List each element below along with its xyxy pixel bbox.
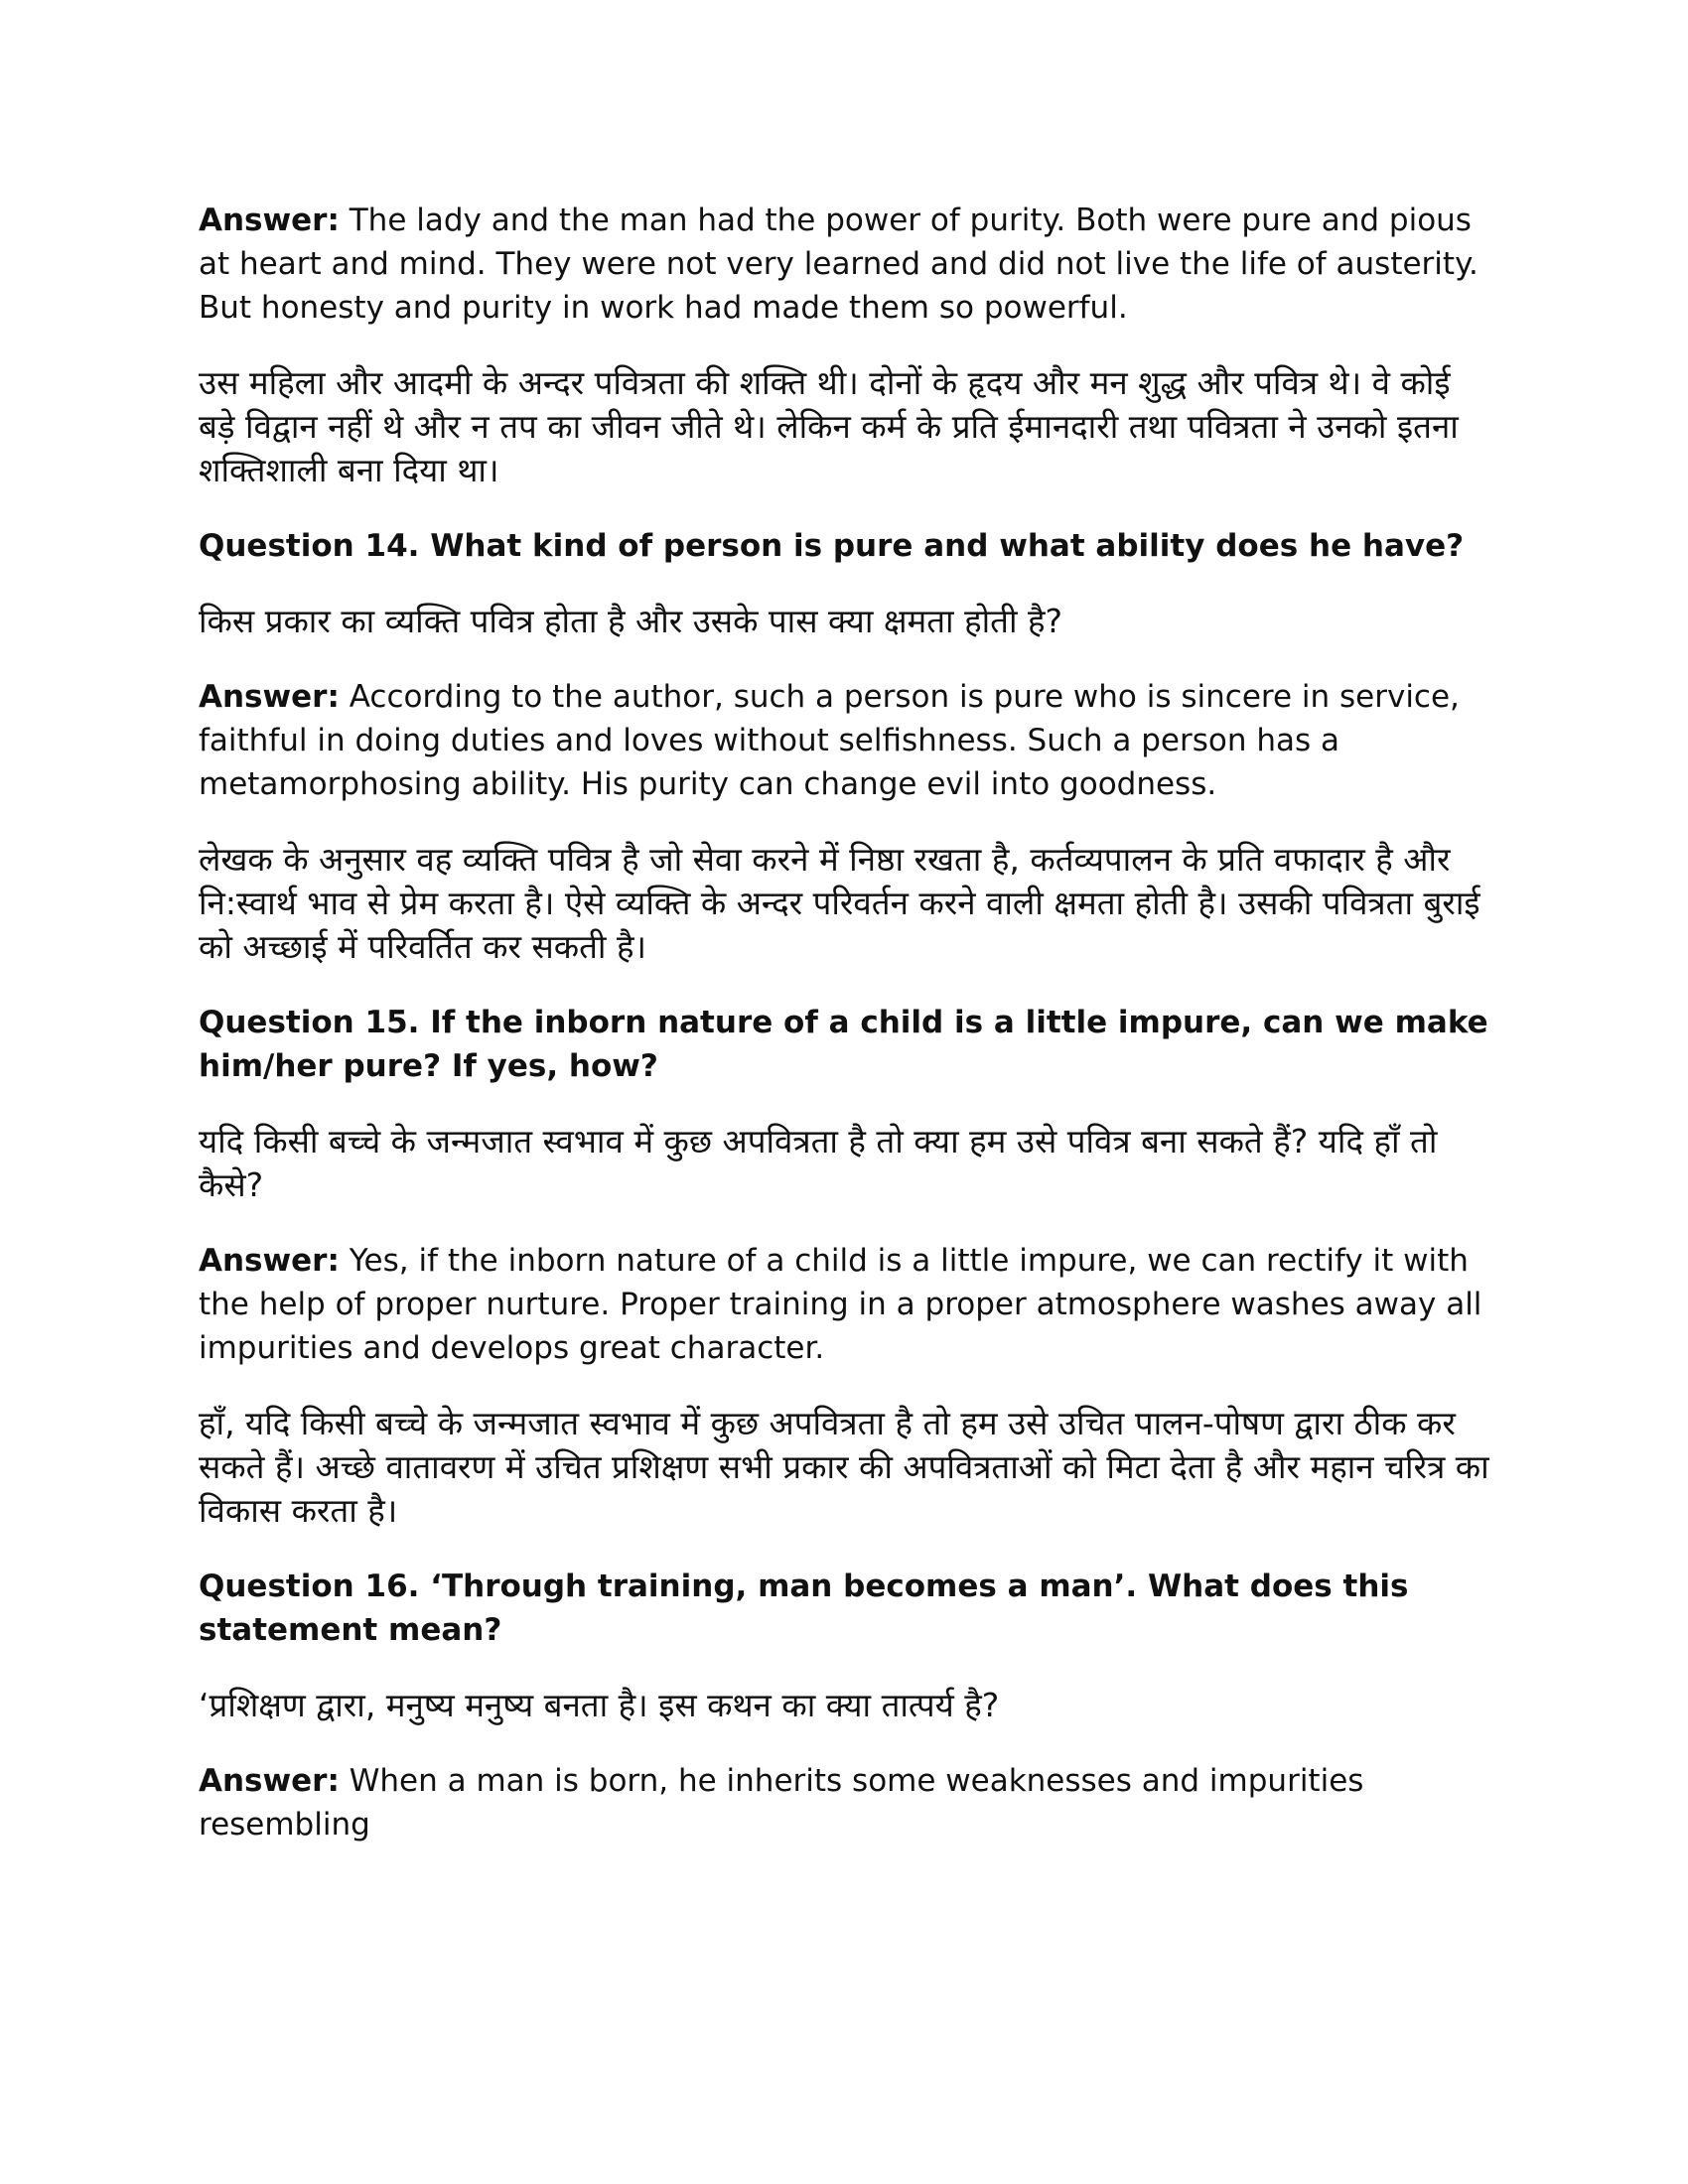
answer-label: Answer: xyxy=(199,1763,340,1799)
document-page xyxy=(199,199,1489,1878)
question-14-hindi: किस प्रकार का व्यक्ति पवित्र होता है और उसके पास क्या क्षमता होती है? xyxy=(199,602,1063,640)
answer-15-english-text: Yes, if the inborn nature of a child is a little impure, we can rectify it with the help of proper nurture. Proper training in a proper atmosphere washes away all impurities and develops great character. xyxy=(199,1243,1482,1366)
question-14-english: Question 14. What kind of person is pure and what ability does he have? xyxy=(199,528,1465,564)
answer-15-hindi: हाँ, यदि किसी बच्चे के जन्मजात स्वभाव में कुछ अपवित्रता है तो हम उसे उचित पालन-पोषण द्वारा ठीक कर सकते हैं। अच्छे वातावरण में उचित प्रशिक्षण सभी प्रकार की अपवित्रताओं को मिटा देता है और महान चरित्र का विकास करता है। xyxy=(199,1404,1489,1530)
answer-13-hindi: उस महिला और आदमी के अन्दर पवित्रता की शक्ति थी। दोनों के हृदय और मन शुद्ध और पवित्र थे। वे कोई बड़े विद्वान नहीं थे और न तप का जीवन जीते थे। लेकिन कर्म के प्रति ईमानदारी तथा पवित्रता ने उनको इतना शक्तिशाली बना दिया था। xyxy=(199,363,1459,489)
answer-label: Answer: xyxy=(199,679,340,715)
answer-16-english xyxy=(199,1759,1489,1846)
answer-label: Answer: xyxy=(199,1243,340,1279)
question-16-hindi: ‘प्रशिक्षण द्वारा, मनुष्य मनुष्य बनता है। इस कथन का क्या तात्पर्य है? xyxy=(199,1686,1000,1724)
question-15-hindi: यदि किसी बच्चे के जन्मजात स्वभाव में कुछ अपवित्रता है तो क्या हम उसे पवित्र बना सकते हैं? यदि हाँ तो कैसे? xyxy=(199,1122,1438,1204)
answer-label: Answer: xyxy=(199,203,340,238)
answer-13-english xyxy=(199,199,1489,330)
answer-14-english xyxy=(199,675,1489,806)
answer-15-english xyxy=(199,1239,1489,1370)
answer-13-english-text: The lady and the man had the power of purity. Both were pure and pious at heart and mind. They were not very learned and did not live the life of austerity. But honesty and purity in work had made them so powerful. xyxy=(199,203,1478,326)
answer-16-english-text: When a man is born, he inherits some weaknesses and impurities resembling xyxy=(199,1763,1364,1843)
answer-14-hindi: लेखक के अनुसार वह व्यक्ति पवित्र है जो सेवा करने में निष्ठा रखता है, कर्तव्यपालन के प्रति वफादार है और नि:स्वार्थ भाव से प्रेम करता है। ऐसे व्यक्ति के अन्दर परिवर्तन करने वाली क्षमता होती है। उसकी पवित्रता बुराई को अच्छाई में परिवर्तित कर सकती है। xyxy=(199,840,1480,966)
answer-14-english-text: According to the author, such a person is pure who is sincere in service, faithful in doing duties and loves without selfishness. Such a person has a metamorphosing ability. His purity can change evil into goodness. xyxy=(199,679,1460,802)
question-15-english: Question 15. If the inborn nature of a child is a little impure, can we make him/her pure? If yes, how? xyxy=(199,1005,1488,1084)
question-16-english: Question 16. ‘Through training, man becomes a man’. What does this statement mean? xyxy=(199,1569,1409,1648)
